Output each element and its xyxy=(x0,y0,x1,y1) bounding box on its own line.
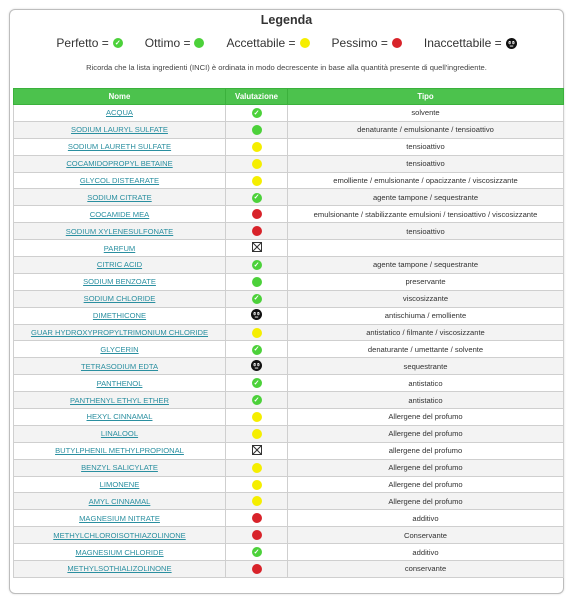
ingredient-name-cell xyxy=(14,392,226,409)
pessimo-icon xyxy=(392,38,402,48)
ingredient-type-cell: Allergene del profumo xyxy=(288,459,564,476)
ingredient-name-cell xyxy=(14,476,226,493)
ingredient-name-cell xyxy=(14,290,226,307)
rating-cell xyxy=(226,527,288,544)
ingredient-type-cell: Allergene del profumo xyxy=(288,493,564,510)
ingredient-name-cell xyxy=(14,358,226,375)
ingredient-type-cell: agente tampone / sequestrante xyxy=(288,189,564,206)
ingredient-type-cell: antistatico / filmante / viscosizzante xyxy=(288,324,564,341)
ingredient-type-cell xyxy=(288,240,564,257)
table-row xyxy=(14,172,564,189)
table-row xyxy=(14,544,564,561)
ingredient-name-cell xyxy=(14,510,226,527)
ingredient-type-cell: sequestrante xyxy=(288,358,564,375)
ingredient-name-cell xyxy=(14,307,226,324)
table-row xyxy=(14,392,564,409)
ingredient-type-cell: tensioattivo xyxy=(288,138,564,155)
ingredient-link[interactable]: TETRASODIUM EDTA xyxy=(80,361,159,371)
rating-cell xyxy=(226,189,288,206)
ingredient-type-cell: Conservante xyxy=(288,527,564,544)
rating-cell xyxy=(226,290,288,307)
table-row xyxy=(14,527,564,544)
accettabile-icon xyxy=(252,328,262,338)
rating-cell xyxy=(226,341,288,358)
ingredient-type-cell: agente tampone / sequestrante xyxy=(288,257,564,274)
ingredient-name-cell xyxy=(14,459,226,476)
ingredient-type-cell: emulsionante / stabilizzante emulsioni / tensioattivo / viscosizzante xyxy=(288,206,564,223)
table-row xyxy=(14,409,564,426)
ingredient-type-cell: emolliente / emulsionante / opacizzante / viscosizzante xyxy=(288,172,564,189)
ingredient-link[interactable]: DIMETHICONE xyxy=(92,311,147,321)
ingredient-name-cell xyxy=(14,527,226,544)
perfetto-icon: ✓ xyxy=(252,378,262,388)
ingredient-link[interactable]: AMYL CINNAMAL xyxy=(88,496,151,506)
ingredient-type-cell: antistatico xyxy=(288,392,564,409)
ingredient-link[interactable]: BUTYLPHENIL METHYLPROPIONAL xyxy=(55,446,184,456)
accettabile-icon xyxy=(252,463,262,473)
column-header-nome: Nome xyxy=(14,89,226,105)
legend-label: Inaccettabile = xyxy=(423,36,502,50)
ingredient-link[interactable]: ACQUA xyxy=(105,108,133,118)
pessimo-icon xyxy=(252,226,262,236)
rating-cell xyxy=(226,442,288,459)
ottimo-icon xyxy=(252,277,262,287)
legend-perfetto xyxy=(56,36,122,50)
ingredient-link[interactable]: SODIUM BENZOATE xyxy=(83,277,156,287)
ingredient-name-cell xyxy=(14,561,226,578)
ingredient-link[interactable]: GLYCERIN xyxy=(100,344,139,354)
table-row xyxy=(14,121,564,138)
ingredient-link[interactable]: SODIUM LAURYL SULFATE xyxy=(71,125,168,135)
accettabile-icon xyxy=(252,176,262,186)
pessimo-icon xyxy=(252,209,262,219)
legend-ottimo xyxy=(145,36,205,50)
table-row xyxy=(14,206,564,223)
ingredient-link[interactable]: MAGNESIUM NITRATE xyxy=(79,513,160,523)
ingredient-link[interactable]: CITRIC ACID xyxy=(96,260,143,270)
column-header-valutazione: Valutazione xyxy=(226,89,288,105)
ingredient-type-cell: antistatico xyxy=(288,375,564,392)
table-row xyxy=(14,493,564,510)
rating-cell xyxy=(226,425,288,442)
table-row xyxy=(14,105,564,122)
inaccettabile-icon xyxy=(506,38,517,49)
table-row xyxy=(14,358,564,375)
ingredient-name-cell xyxy=(14,138,226,155)
ingredient-name-cell xyxy=(14,189,226,206)
ingredient-name-cell xyxy=(14,409,226,426)
ingredient-type-cell: denaturante / umettante / solvente xyxy=(288,341,564,358)
ingredient-link[interactable]: LINALOOL xyxy=(100,429,139,439)
ingredient-link[interactable]: METHYLCHLOROISOTHIAZOLINONE xyxy=(53,530,186,540)
rating-cell xyxy=(226,240,288,257)
ingredient-name-cell xyxy=(14,105,226,122)
perfetto-icon: ✓ xyxy=(113,38,123,48)
accettabile-icon xyxy=(252,480,262,490)
table-row xyxy=(14,510,564,527)
ingredient-name-cell xyxy=(14,206,226,223)
table-row xyxy=(14,425,564,442)
ingredient-type-cell: viscosizzante xyxy=(288,290,564,307)
column-header-tipo: Tipo xyxy=(288,89,564,105)
ingredient-type-cell: Allergene del profumo xyxy=(288,476,564,493)
table-header-row xyxy=(14,89,564,105)
table-row xyxy=(14,307,564,324)
ingredient-link[interactable]: LIMONENE xyxy=(99,480,140,490)
ingredient-name-cell xyxy=(14,155,226,172)
perfetto-icon: ✓ xyxy=(252,260,262,270)
rating-cell xyxy=(226,510,288,527)
ingredient-type-cell: antischiuma / emolliente xyxy=(288,307,564,324)
ingredients-card xyxy=(9,9,564,594)
perfetto-icon: ✓ xyxy=(252,108,262,118)
ingredient-name-cell xyxy=(14,375,226,392)
ingredient-link[interactable]: GUAR HYDROXYPROPYLTRIMONIUM CHLORIDE xyxy=(30,328,209,338)
legend-accettabile xyxy=(226,36,309,50)
ingredient-name-cell xyxy=(14,240,226,257)
ingredient-name-cell xyxy=(14,121,226,138)
rating-cell xyxy=(226,138,288,155)
ingredient-link[interactable]: SODIUM CHLORIDE xyxy=(83,294,156,304)
ingredient-name-cell xyxy=(14,493,226,510)
rating-cell xyxy=(226,561,288,578)
ingredient-link[interactable]: PANTHENOL xyxy=(96,378,143,388)
rating-cell xyxy=(226,172,288,189)
rating-cell xyxy=(226,273,288,290)
legend-label: Ottimo = xyxy=(144,36,191,50)
ingredient-name-cell xyxy=(14,273,226,290)
legend-label: Pessimo = xyxy=(331,36,388,50)
ingredient-name-cell xyxy=(14,442,226,459)
table-row xyxy=(14,155,564,172)
ingredient-link[interactable]: SODIUM XYLENESULFONATE xyxy=(65,226,174,236)
ingredient-link[interactable]: GLYCOL DISTEARATE xyxy=(79,176,160,185)
rating-cell xyxy=(226,409,288,426)
legend xyxy=(10,36,563,50)
ingredient-name-cell xyxy=(14,257,226,274)
ingredient-type-cell: solvente xyxy=(288,105,564,122)
ingredient-link[interactable]: MAGNESIUM CHLORIDE xyxy=(75,547,164,557)
ottimo-icon xyxy=(252,125,262,135)
not-rated-icon xyxy=(252,242,262,252)
ingredient-type-cell: additivo xyxy=(288,544,564,561)
inci-note: Ricorda che la lista ingredienti (INCI) è ordinata in modo decrescente in base alla quantità presente di quell'ingrediente. xyxy=(86,63,487,72)
table-row xyxy=(14,459,564,476)
ingredient-link[interactable]: PANTHENYL ETHYL ETHER xyxy=(70,395,169,405)
accettabile-icon xyxy=(252,142,262,152)
rating-cell xyxy=(226,476,288,493)
ingredient-name-cell xyxy=(14,341,226,358)
pessimo-icon xyxy=(252,513,262,523)
perfetto-icon: ✓ xyxy=(252,193,262,203)
rating-cell xyxy=(226,493,288,510)
ingredient-link[interactable]: COCAMIDOPROPYL BETAINE xyxy=(66,159,173,169)
rating-cell xyxy=(226,257,288,274)
ingredient-type-cell: allergene del profumo xyxy=(288,442,564,459)
table-row xyxy=(14,324,564,341)
rating-cell xyxy=(226,459,288,476)
ingredient-name-cell xyxy=(14,172,226,189)
table-row xyxy=(14,240,564,257)
legend-label: Accettabile = xyxy=(226,36,296,50)
table-row xyxy=(14,561,564,578)
not-rated-icon xyxy=(252,445,262,455)
legend-inaccettabile xyxy=(424,36,517,50)
table-row xyxy=(14,273,564,290)
ingredient-name-cell xyxy=(14,425,226,442)
ingredient-link[interactable]: METHYLSOTHIALIZOLINONE xyxy=(67,564,172,574)
perfetto-icon: ✓ xyxy=(252,547,262,557)
ingredient-name-cell xyxy=(14,544,226,561)
table-row xyxy=(14,442,564,459)
table-row xyxy=(14,290,564,307)
rating-cell xyxy=(226,392,288,409)
pessimo-icon xyxy=(252,530,262,540)
accettabile-icon xyxy=(252,429,262,439)
perfetto-icon: ✓ xyxy=(252,395,262,405)
ingredient-link[interactable]: COCAMIDE MEA xyxy=(89,209,150,219)
ingredient-type-cell: Allergene del profumo xyxy=(288,425,564,442)
rating-cell xyxy=(226,206,288,223)
ingredient-type-cell: additivo xyxy=(288,510,564,527)
table-row xyxy=(14,476,564,493)
pessimo-icon xyxy=(252,564,262,574)
ingredient-name-cell xyxy=(14,324,226,341)
ingredient-link[interactable]: HEXYL CINNAMAL xyxy=(86,412,153,422)
rating-cell xyxy=(226,544,288,561)
rating-cell xyxy=(226,358,288,375)
accettabile-icon xyxy=(252,159,262,169)
inaccettabile-icon xyxy=(251,360,262,371)
inaccettabile-icon xyxy=(251,309,262,320)
rating-cell xyxy=(226,375,288,392)
ingredients-table xyxy=(13,88,564,578)
accettabile-icon xyxy=(252,412,262,422)
ingredient-link[interactable]: SODIUM CITRATE xyxy=(87,192,152,202)
ingredient-link[interactable]: PARFUM xyxy=(103,243,136,253)
ingredient-link[interactable]: BENZYL SALICYLATE xyxy=(81,463,158,473)
rating-cell xyxy=(226,155,288,172)
rating-cell xyxy=(226,223,288,240)
perfetto-icon: ✓ xyxy=(252,294,262,304)
legend-label: Perfetto = xyxy=(56,36,109,50)
accettabile-icon xyxy=(252,496,262,506)
rating-cell xyxy=(226,105,288,122)
perfetto-icon: ✓ xyxy=(252,345,262,355)
ingredient-type-cell: conservante xyxy=(288,561,564,578)
rating-cell xyxy=(226,121,288,138)
ingredient-type-cell: Allergene del profumo xyxy=(288,409,564,426)
table-row xyxy=(14,189,564,206)
ingredient-name-cell xyxy=(14,223,226,240)
rating-cell xyxy=(226,324,288,341)
legend-title: Legenda xyxy=(260,13,313,27)
table-row xyxy=(14,138,564,155)
ottimo-icon xyxy=(194,38,204,48)
ingredient-link[interactable]: SODIUM LAURETH SULFATE xyxy=(67,142,172,152)
ingredient-type-cell: tensioattivo xyxy=(288,223,564,240)
ingredient-type-cell: tensioattivo xyxy=(288,155,564,172)
accettabile-icon xyxy=(300,38,310,48)
ingredient-type-cell: preservante xyxy=(288,273,564,290)
legend-pessimo xyxy=(332,36,402,50)
table-row xyxy=(14,341,564,358)
rating-cell xyxy=(226,307,288,324)
table-row xyxy=(14,375,564,392)
table-row xyxy=(14,257,564,274)
table-row xyxy=(14,223,564,240)
ingredient-type-cell: denaturante / emulsionante / tensioattivo xyxy=(288,121,564,138)
